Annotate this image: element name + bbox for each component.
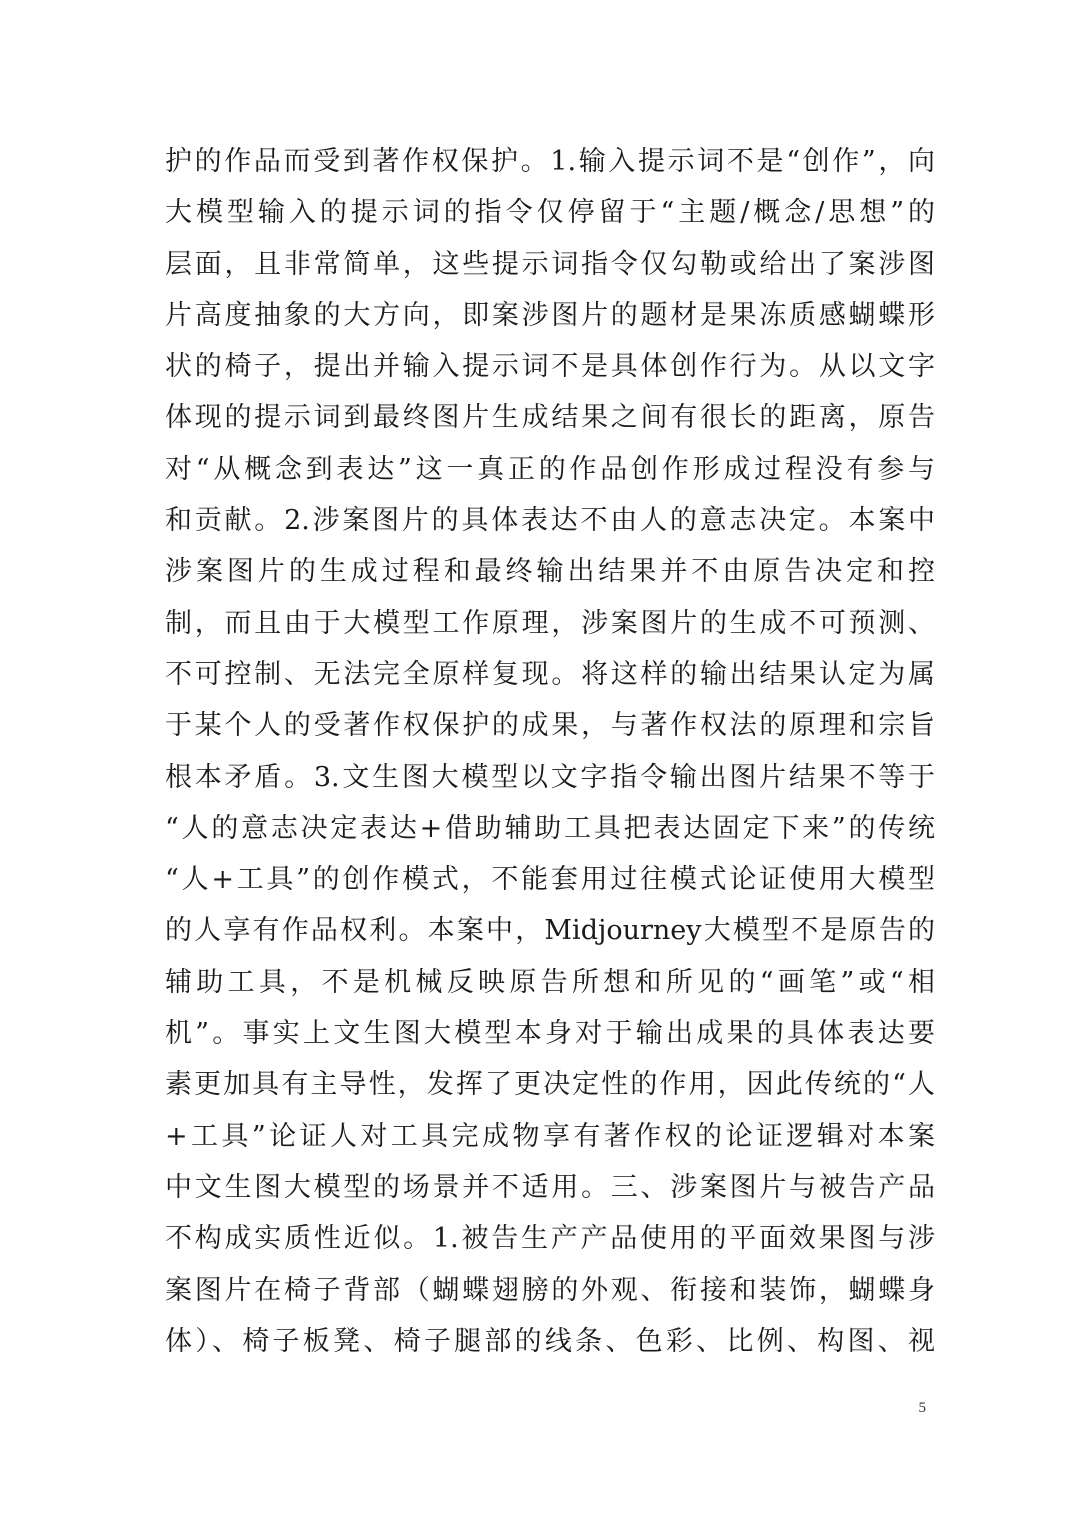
text-line: 素更加具有主导性，发挥了更决定性的作用，因此传统的“人	[165, 1069, 935, 1101]
page-number: 5	[918, 1400, 926, 1416]
text-line: 体）、椅子板凳、椅子腿部的线条、色彩、比例、构图、视	[165, 1325, 935, 1357]
text-line: 和贡献。2.涉案图片的具体表达不由人的意志决定。本案中	[165, 505, 935, 537]
text-line: 大模型输入的提示词的指令仅停留于“主题/概念/思想”的	[165, 197, 935, 229]
text-line: 机”。事实上文生图大模型本身对于输出成果的具体表达要	[165, 1018, 935, 1050]
text-line: 对“从概念到表达”这一真正的作品创作形成过程没有参与	[165, 453, 935, 485]
text-line: 的人享有作品权利。本案中，Midjourney大模型不是原告的	[165, 915, 935, 947]
text-line: 中文生图大模型的场景并不适用。三、涉案图片与被告产品	[165, 1171, 935, 1203]
text-line: “人+工具”的创作模式，不能套用过往模式论证使用大模型	[165, 864, 935, 896]
text-line: 案图片在椅子背部（蝴蝶翅膀的外观、衔接和装饰，蝴蝶身	[165, 1274, 935, 1306]
text-line: 不构成实质性近似。1.被告生产产品使用的平面效果图与涉	[165, 1223, 935, 1255]
text-line: 根本矛盾。3.文生图大模型以文字指令输出图片结果不等于	[165, 761, 935, 793]
text-line: 制，而且由于大模型工作原理，涉案图片的生成不可预测、	[165, 607, 935, 639]
text-line: 体现的提示词到最终图片生成结果之间有很长的距离，原告	[165, 402, 935, 434]
text-line: 辅助工具，不是机械反映原告所想和所见的“画笔”或“相	[165, 966, 935, 998]
text-line: 不可控制、无法完全原样复现。将这样的输出结果认定为属	[165, 658, 935, 690]
text-line: 于某个人的受著作权保护的成果，与著作权法的原理和宗旨	[165, 710, 935, 742]
body-text	[165, 136, 935, 1367]
text-line: 状的椅子，提出并输入提示词不是具体创作行为。从以文字	[165, 351, 935, 383]
text-line: +工具”论证人对工具完成物享有著作权的论证逻辑对本案	[165, 1120, 935, 1152]
text-line: 涉案图片的生成过程和最终输出结果并不由原告决定和控	[165, 556, 935, 588]
text-line: 片高度抽象的大方向，即案涉图片的题材是果冻质感蝴蝶形	[165, 299, 935, 331]
text-line: 护的作品而受到著作权保护。1.输入提示词不是“创作”，向	[165, 146, 935, 177]
text-line: “人的意志决定表达+借助辅助工具把表达固定下来”的传统	[165, 812, 935, 844]
text-line: 层面，且非常简单，这些提示词指令仅勾勒或给出了案涉图	[165, 248, 935, 280]
